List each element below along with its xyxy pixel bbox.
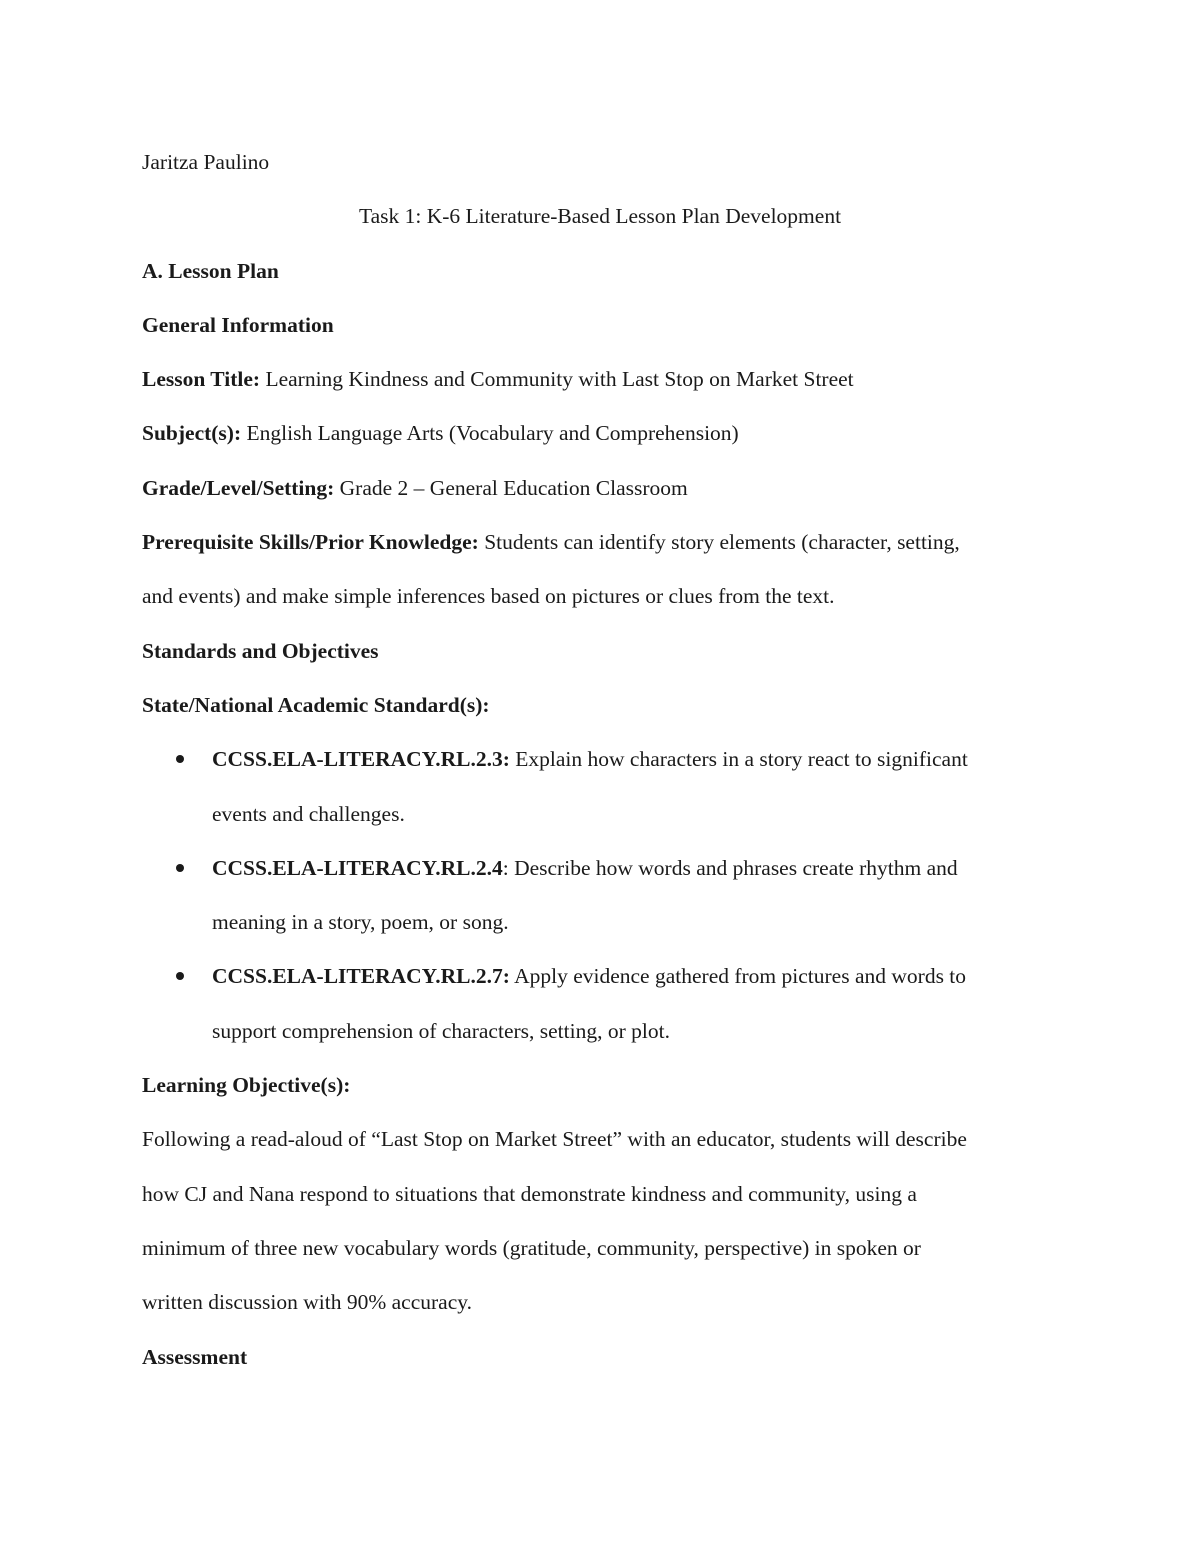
prerequisite-label: Prerequisite Skills/Prior Knowledge: <box>142 530 479 555</box>
heading-academic-standards: State/National Academic Standard(s): <box>142 692 490 717</box>
standard-line2: events and challenges. <box>212 801 405 826</box>
learning-objective-line: minimum of three new vocabulary words (gratitude, community, perspective) in spoken or <box>142 1235 921 1260</box>
standard-line1 <box>212 949 1062 1003</box>
list-item <box>142 949 1062 1058</box>
bullet-icon <box>176 755 184 763</box>
grade-label: Grade/Level/Setting: <box>142 475 335 500</box>
lesson-title-value: Learning Kindness and Community with Last Stop on Market Street <box>260 367 854 392</box>
subjects-value: English Language Arts (Vocabulary and Comprehension) <box>241 421 739 446</box>
document-title: Task 1: K-6 Literature-Based Lesson Plan Development <box>358 204 842 229</box>
lesson-title-label: Lesson Title: <box>142 367 261 392</box>
prerequisite-value-line1: Students can identify story elements (character, setting, <box>478 530 960 555</box>
standard-line1 <box>212 841 1062 895</box>
section-heading-lesson-plan: A. Lesson Plan <box>142 258 279 283</box>
heading-standards-and-objectives: Standards and Objectives <box>142 638 379 663</box>
standard-code: CCSS.ELA-LITERACY.RL.2.7: <box>212 964 510 989</box>
standard-line2: meaning in a story, poem, or song. <box>212 910 509 935</box>
subjects-label: Subject(s): <box>142 421 242 446</box>
learning-objective-line: Following a read-aloud of “Last Stop on Market Street” with an educator, students will describe <box>142 1127 967 1152</box>
bullet-icon <box>176 972 184 980</box>
heading-learning-objectives: Learning Objective(s): <box>142 1073 351 1098</box>
standard-code: CCSS.ELA-LITERACY.RL.2.4 <box>212 855 503 880</box>
list-item <box>142 732 1062 841</box>
grade-value: Grade 2 – General Education Classroom <box>334 475 688 500</box>
learning-objective-line: written discussion with 90% accuracy. <box>142 1290 472 1315</box>
prerequisite-value-line2: and events) and make simple inferences based on pictures or clues from the text. <box>142 584 835 609</box>
document-body <box>142 135 1062 1384</box>
standard-text: : Describe how words and phrases create rhythm and <box>502 855 958 880</box>
grade-line <box>142 461 1062 515</box>
prerequisite-line <box>142 515 1062 569</box>
heading-assessment: Assessment <box>142 1344 248 1369</box>
standard-line2: support comprehension of characters, setting, or plot. <box>212 1018 670 1043</box>
standard-text: Apply evidence gathered from pictures and words to <box>509 964 967 989</box>
standard-text: Explain how characters in a story react to significant <box>509 747 968 772</box>
list-item <box>142 841 1062 950</box>
lesson-title-line <box>142 352 1062 406</box>
standards-list <box>142 732 1062 1058</box>
bullet-icon <box>176 864 184 872</box>
heading-general-information: General Information <box>142 312 334 337</box>
standard-code: CCSS.ELA-LITERACY.RL.2.3: <box>212 747 510 772</box>
author-name: Jaritza Paulino <box>142 150 270 174</box>
subjects-line <box>142 406 1062 460</box>
standard-line1 <box>212 732 1062 786</box>
learning-objective-line: how CJ and Nana respond to situations that demonstrate kindness and community, using a <box>142 1181 917 1206</box>
